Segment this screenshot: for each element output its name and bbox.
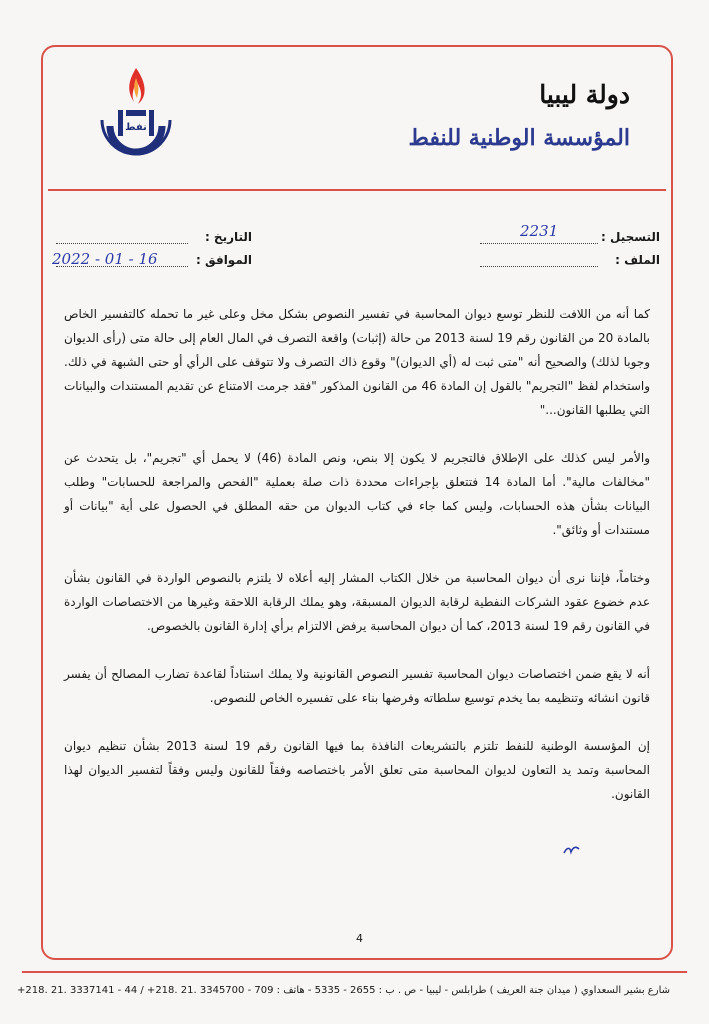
initials-mark-icon — [562, 843, 582, 857]
body-paragraph: إن المؤسسة الوطنية للنفط تلتزم بالتشريعات النافذة بما فيها القانون رقم 19 لسنة 2013 بشأن تنظيم ديوان المحاسبة وتمد يد التعاون لديوان المحاسبة متى تعلق الأمر باختصاصه وفقاً للقانون وليس وفقاً لتفسير الديوان لهذا القانون. — [64, 739, 650, 801]
date-dots — [56, 243, 188, 244]
body-paragraph: كما أنه من اللافت للنظر توسع ديوان المحاسبة في تفسير النصوص بشكل مخل وعلى غير ما تحمله كالتفسير الخاص بالمادة 20 من القانون رقم 19 لسنة 2013 من حالة (إثبات) واقعة التصرف في المال العام إلى حالة متى (رأى الديوان وجوبا لذلك) والصحيح أنه "متى ثبت له (أي الديوان)" وقوع ذاك التصرف ولا تتوقف على الرأي أو حتى الشبهة في ذلك. واستخدام لفظ "التجريم" بالقول إن المادة 46 من القانون المذكور "فقد جرمت الامتناع عن تقديم المستندات والبيانات التي يطلبها القانون..." — [64, 307, 651, 417]
body-paragraph: والأمر ليس كذلك على الإطلاق فالتجريم لا يكون إلا بنص، ونص المادة (46) لا يحمل أي "تجريم"، بل يتحدث عن "مخالفات مالية". أما المادة 14 فتتعلق بإجراءات محددة ذات صلة بعملية "الفحص والمراجعة للحسابات" وطلب البيانات بشأن هذه الحسابات، وليس كما جاء في كتاب الديوان من حقه المطلق في الحصول على أية "بيانات أو مستندات أو وثائق". — [64, 451, 650, 537]
corresponding-value: 2022 - 01 - 16 — [52, 250, 158, 268]
registration-label: التسجيل : — [601, 230, 660, 244]
registration-dots — [480, 243, 598, 244]
body-paragraph: وختاماً، فإننا نرى أن ديوان المحاسبة من خلال الكتاب المشار إليه أعلاه لا يلتزم بالنصوص الواردة في القانون بشأن عدم خضوع عقود الشركات النفطية لرقابة الديوان المسبقة، وهو يملك الرقابة اللاحقة وغيرها من الاختصاصات الواردة في القانون رقم 19 لسنة 2013، كما أن ديوان المحاسبة يرفض الالتزام برأي إدارة القانون بالخصوص. — [64, 571, 650, 633]
letter-body — [64, 302, 650, 830]
file-dots — [480, 266, 598, 267]
header-divider — [48, 189, 666, 191]
page-subtitle: المؤسسة الوطنية للنفط — [408, 125, 630, 151]
footer-address: شارع بشير السعداوي ( ميدان جنة العريف ) طرابلس - ليبيا - ص . ب : 2655 - 5335 - هاتف : 709 - 3345700 .21 .218+ / 44 - 3337141 .21 .218+ — [17, 985, 670, 996]
registration-value: 2231 — [520, 222, 559, 240]
body-paragraph: أنه لا يقع ضمن اختصاصات ديوان المحاسبة تفسير النصوص القانونية ولا يملك استناداً لقاعدة تضارب المصالح أن يفسر قانون انشائه وتنظيمه بما يخدم توسيع سلطاته وفرضها بناء على تفسيره الخاص للنصوص. — [64, 667, 650, 705]
logo-text: نفط — [125, 122, 147, 133]
page-number: 4 — [356, 932, 363, 945]
corresponding-label: الموافق : — [196, 253, 252, 267]
date-label: التاريخ : — [204, 230, 252, 244]
noc-logo-icon — [96, 64, 176, 164]
footer-divider — [22, 971, 687, 973]
file-label: الملف : — [615, 253, 660, 267]
page-title: دولة ليبيا — [539, 80, 630, 109]
